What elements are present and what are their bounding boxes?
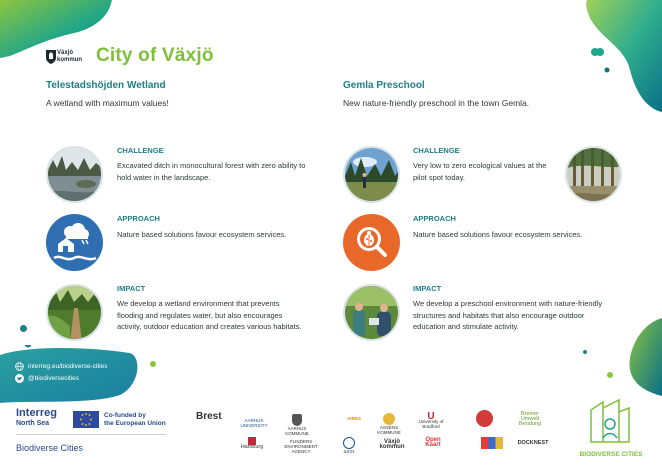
twitter-link[interactable]	[15, 374, 79, 383]
partner-logo: AARHUS UNIVERSITY	[240, 418, 268, 428]
boardwalk-photo	[46, 284, 103, 341]
left-impact-text: We develop a wetland environment that prevents flooding and regulates water, but also encourages activity, outdoor education and creates various habitats.	[117, 299, 302, 331]
decor-dot	[583, 350, 587, 354]
interreg-line2: North Sea	[16, 420, 50, 427]
right-challenge-text: Very low to zero ecological values at the pilot spot today.	[413, 161, 547, 182]
vaxjo-logo-text	[57, 50, 82, 63]
biodiverse-cities-logo-text: BIODIVERSE CITIES	[579, 451, 643, 458]
interreg-line1: Interreg	[16, 407, 57, 419]
partner-logo: U University of Bradford	[416, 414, 446, 429]
right-impact-heading: IMPACT	[413, 284, 442, 293]
partner-logo	[237, 437, 267, 450]
vaxjo-crest-icon	[46, 50, 56, 64]
twitter-icon	[15, 374, 24, 383]
globe-icon	[15, 362, 24, 371]
right-challenge-heading: CHALLENGE	[413, 146, 460, 155]
partner-logo	[340, 437, 358, 454]
preschool-site-photo	[343, 146, 400, 203]
partner-round-logo	[476, 410, 493, 427]
partner-logo-label: University of Bradford	[418, 419, 444, 429]
page-title: City of Växjö	[96, 45, 214, 66]
project-name: Biodiverse Cities	[16, 443, 84, 453]
partner-logo: AIRES	[347, 416, 361, 421]
left-challenge-heading: CHALLENGE	[117, 146, 164, 155]
interreg-logo	[16, 408, 57, 429]
water-management-icon	[46, 214, 103, 271]
partner-logo-label: AARHUS KOMMUNE	[285, 426, 309, 436]
bottom-right-blob	[615, 318, 662, 396]
twitter-handle: @biodiversecities	[28, 375, 80, 382]
left-column-subtitle: A wetland with maximum values!	[46, 98, 169, 108]
logo-line1: Växjö	[57, 50, 74, 56]
left-column-title: Telestadshöjden Wetland	[46, 80, 166, 91]
partner-logo: Open Kaart	[425, 437, 441, 448]
decor-dot	[607, 372, 613, 378]
partner-logo: FLINDERS ENVIRONMENT AGENCY	[284, 439, 318, 454]
partner-bar-logo	[481, 437, 503, 449]
left-impact-heading: IMPACT	[117, 284, 146, 293]
outdoor-education-photo	[343, 284, 400, 341]
ladybug-biodiversity-icon	[343, 214, 400, 271]
right-column-title: Gemla Preschool	[343, 80, 425, 91]
partner-logo	[283, 414, 311, 436]
right-approach-heading: APPROACH	[413, 214, 456, 223]
biodiverse-cities-logo-icon	[589, 398, 631, 444]
top-right-blob	[585, 0, 662, 115]
right-column-subtitle: New nature-friendly preschool in the town Gemla.	[343, 98, 530, 108]
partner-logo-label: Hamburg	[240, 444, 264, 450]
right-approach-text: Nature based solutions favour ecosystem services.	[413, 230, 583, 239]
footer-divider	[16, 434, 166, 435]
eu-flag-icon	[73, 411, 99, 428]
right-impact-text: We develop a preschool environment with nature-friendly structures and habitats that also encourage outdoor education and stimulate activity.	[413, 299, 603, 331]
logo-line2: kommun	[57, 56, 83, 63]
decor-dot	[596, 48, 604, 56]
decor-dot	[150, 361, 156, 367]
cofunded-line2: the European Union	[104, 420, 166, 427]
website-link[interactable]	[15, 362, 107, 371]
website-text: interreg.eu/biodiverse-cities	[28, 363, 108, 370]
left-challenge-text: Excavated ditch in monocultural forest with zero ability to hold water in the landscape.	[117, 161, 306, 182]
partner-logo	[376, 413, 402, 435]
left-approach-text: Nature based solutions favour ecosystem services.	[117, 230, 287, 239]
partner-logo: DOCKNEST	[517, 440, 549, 446]
decor-dot	[20, 325, 27, 332]
partner-logo-label: ASSENS KOMMUNE	[377, 425, 401, 435]
cofunded-line1: Co-funded by	[104, 412, 146, 419]
partner-logo: Bremer Umwelt Beratung	[518, 411, 542, 427]
partner-logo: Växjö kommun	[379, 439, 405, 450]
partner-logo: Brest	[196, 411, 222, 422]
wetland-photo	[46, 146, 103, 203]
forest-photo	[565, 146, 622, 203]
left-approach-heading: APPROACH	[117, 214, 160, 223]
partner-logo-label: IUCN	[343, 449, 355, 454]
cofunded-text	[104, 412, 166, 428]
